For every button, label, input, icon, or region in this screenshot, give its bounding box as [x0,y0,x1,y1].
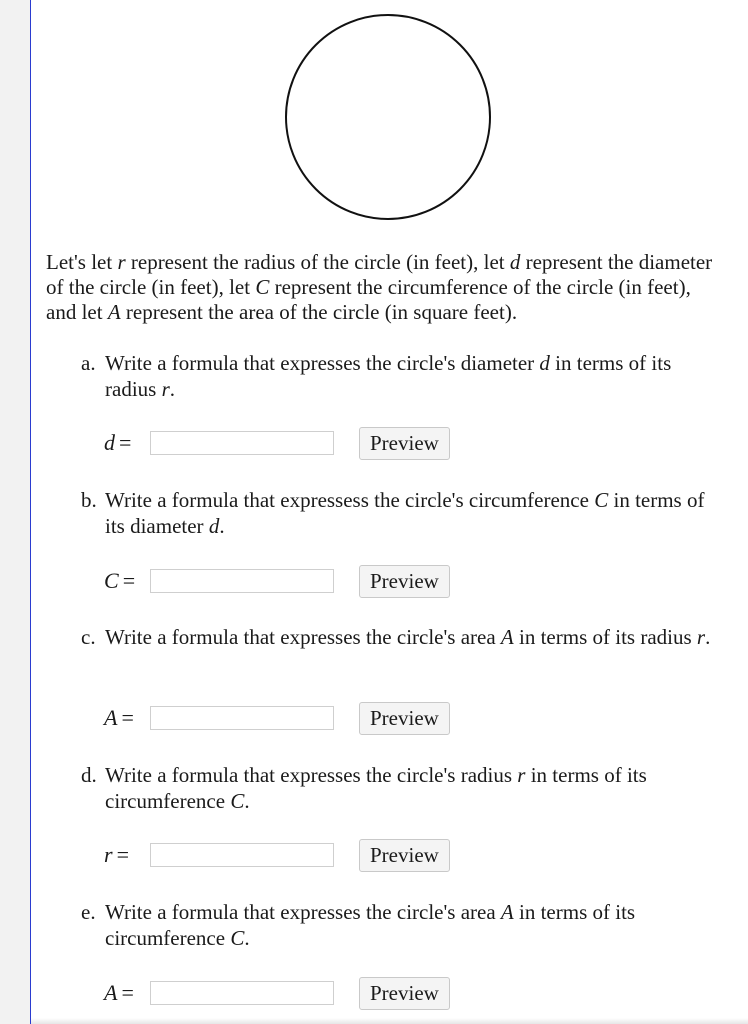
question-b [81,487,721,539]
answer-label: A = [104,705,134,730]
part-letter: d. [81,763,97,787]
part-d [81,762,721,814]
intro-text: represent the area of the circle (in square feet). [120,300,518,324]
bottom-divider [31,1018,748,1024]
preview-button-d[interactable]: Preview [359,839,450,872]
part-c [81,624,721,650]
part-e [81,899,721,951]
answer-input-b[interactable] [150,569,334,593]
answer-label: C = [104,568,136,593]
question-d [81,762,721,814]
var-c: C [255,275,270,299]
problem-card [30,0,748,1024]
question-text: Write a formula that expresses the circle's radius r in terms of its circumference C. [105,763,647,813]
answer-label: A = [104,980,134,1005]
preview-button-e[interactable]: Preview [359,977,450,1010]
answer-label: r = [104,842,129,867]
answer-row-c [104,703,450,733]
answer-row-e [104,978,450,1008]
question-text: Write a formula that expresses the circle's diameter d in terms of its radius r. [105,351,672,401]
intro-text: Let's let [46,250,118,274]
question-e [81,899,721,951]
var-d: d [509,250,521,274]
problem-intro [46,250,716,325]
part-letter: c. [81,625,96,649]
intro-text: represent the circumference of the circle (in feet), and let [46,275,691,324]
part-letter: e. [81,900,96,924]
preview-button-b[interactable]: Preview [359,565,450,598]
part-b [81,487,721,539]
intro-text: represent the diameter of the circle (in feet), let [46,250,713,299]
preview-button-c[interactable]: Preview [359,702,450,735]
answer-row-b [104,566,450,596]
part-letter: b. [81,488,97,512]
question-text: Write a formula that expresses the circle's area A in terms of its circumference C. [105,900,636,950]
question-text: Write a formula that expresses the circle's area A in terms of its radius r. [105,625,711,649]
question-text: Write a formula that expressess the circle's circumference C in terms of its diameter d. [105,488,705,538]
answer-input-d[interactable] [150,843,334,867]
question-a [81,350,721,402]
preview-button-a[interactable]: Preview [359,427,450,460]
circle-figure [281,10,495,224]
answer-row-d [104,840,450,870]
answer-input-c[interactable] [150,706,334,730]
answer-input-e[interactable] [150,981,334,1005]
question-c [81,624,721,650]
answer-input-a[interactable] [150,431,334,455]
part-a [81,350,721,402]
part-letter: a. [81,351,96,375]
var-a: A [107,300,121,324]
answer-row-a [104,428,450,458]
intro-text: represent the radius of the circle (in feet), let [125,250,510,274]
var-r: r [117,250,126,274]
answer-label: d = [104,430,132,455]
